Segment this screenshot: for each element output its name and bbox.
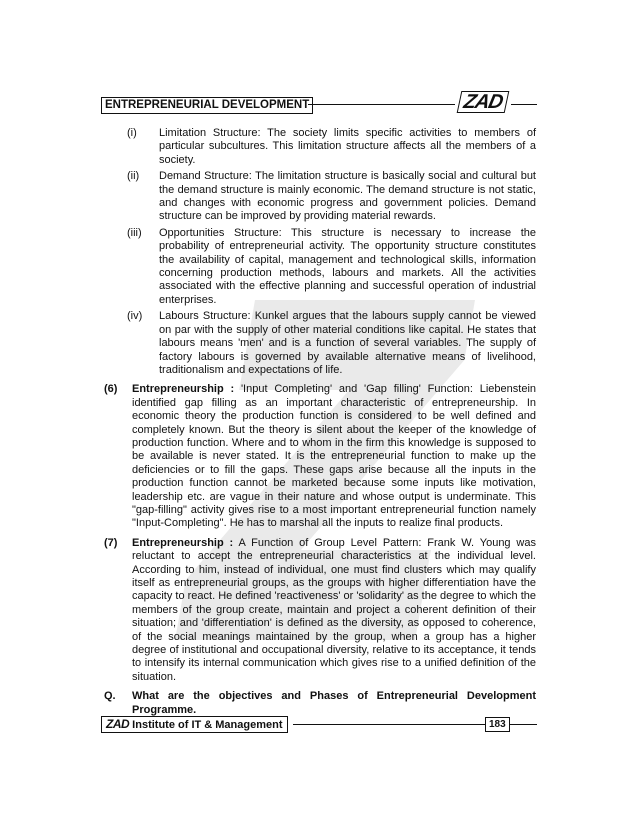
- paragraph-number: (7): [104, 536, 118, 549]
- list-item-number: (i): [127, 127, 137, 139]
- list-item: [104, 227, 536, 307]
- list-item-number: (iv): [127, 310, 143, 323]
- list-item-text: Opportunities Structure: This structure is necessary to increase the probability of entrepreneurial activity. The opportunity structure constitutes the availability of capital, management and technological skills, information concerning production methods, labours and markets. All the activities associated with the effective planning and successful operation of industrial enterprises.: [159, 226, 536, 306]
- page-number: 183: [485, 717, 510, 732]
- paragraph-number: (6): [104, 383, 118, 396]
- question: [104, 690, 536, 717]
- list-item-number: (iii): [127, 226, 142, 239]
- list-item-number: (ii): [127, 170, 140, 183]
- list-item: [104, 170, 536, 224]
- header-title: ENTREPRENEURIAL DEVELOPMENT: [101, 97, 313, 114]
- paragraph-lead: Entrepreneurship :: [132, 383, 235, 396]
- footer-institute: [101, 716, 288, 733]
- paragraph-lead: Entrepreneurship :: [132, 536, 234, 549]
- list-item-text: Limitation Structure: The society limits specific activities to members of particular subcultures. This limitation structure affects all the members of a society.: [159, 127, 536, 166]
- question-text: What are the objectives and Phases of Entrepreneurial Development Programme.: [132, 690, 536, 716]
- paragraph-6: [104, 383, 536, 530]
- page-header: [101, 91, 537, 114]
- list-item: [104, 127, 536, 167]
- paragraph-7: [104, 537, 536, 684]
- list-item-text: Demand Structure: The limitation structure is basically social and cultural but the demand structure is mainly economic. The demand structure is not static, and changes with economic progress and government policies. Demand structure can be improved by providing material rewards.: [159, 170, 536, 223]
- zad-logo: [455, 91, 511, 113]
- footer-label: Institute of IT & Management: [132, 719, 283, 731]
- paragraph-text: A Function of Group Level Pattern: Frank W. Young was reluctant to accept the entrepreneurial characteristics at the individual level. According to him, instead of individual, one must find clusters which may qualify itself as entrepreneurial groups, as the groups with higher differentiation have the capacity to react. He defined 'reactiveness' or 'solidarity' as the degree to which the members of the group create, maintain and project a coherent definition of their situation; and 'differentiation' is defined as the diversity, as opposed to coherence, of the social meanings maintained by the group, when a group has a higher degree of institutional and occupational diversity, relative to its acceptance, it tends to intensify its internal communication which gives rise to a unified definition of the situation.: [132, 536, 537, 683]
- paragraph-text: 'Input Completing' and 'Gap filling' Function: Liebenstein identified gap filling as an important characteristic of entrepreneurship. In economic theory the production function is considered to be well defined and completely known. But the theory is silent about the keeper of the knowledge of production function. Where and to whom in the firm this knowledge is supposed to be available is never stated. It is the entrepreneurial function to make up the deficiencies or to fill the gaps. These gaps arise because all the inputs in the production function cannot be marketed because some inputs like motivation, leadership etc. are vague in their nature and whose output is underminate. This "gap-filling" activity gives rise to a most important entrepreneurial function namely "Input-Completing". He has to marshal all the inputs to realize final products.: [132, 383, 537, 530]
- page-content: [104, 127, 536, 717]
- question-label: Q.: [104, 690, 116, 703]
- list-item: [104, 310, 536, 377]
- footer-logo: ZAD: [106, 717, 130, 731]
- page-footer: [101, 716, 537, 734]
- list-item-text: Labours Structure: Kunkel argues that the labours supply cannot be viewed on par with the supply of other material conditions like capital. He states that labours means 'men' and is a function of several variables. The supply of factory labours is governed by available alternative means of livelihood, traditionalism and expectations of life.: [159, 310, 536, 376]
- zad-logo-text: ZAD: [457, 91, 510, 113]
